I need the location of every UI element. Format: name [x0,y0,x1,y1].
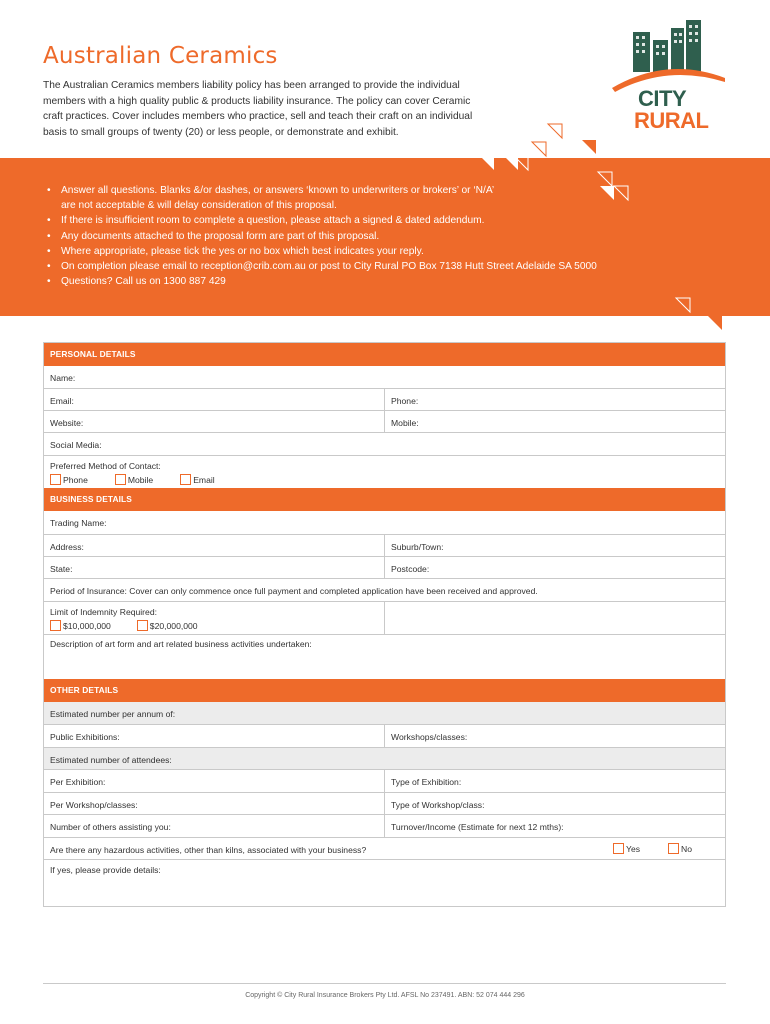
intro-line: members with a high quality public & products liability insurance. The policy can cover Ceramic [43,95,471,107]
instruction-item: • If there is insufficient room to complete a question, please attach a signed & dated addendum. [45,213,725,228]
email-field[interactable]: Email: [44,389,385,410]
logo-text-city: CITY [638,86,687,111]
proposal-form [43,342,726,907]
row-trading-name [44,511,725,534]
intro-line: basis to small groups of twenty (20) or less people, or demonstrate and exhibit. [43,126,399,138]
row-hazardous [44,837,725,859]
instruction-item: • Any documents attached to the proposal form are part of this proposal. [45,229,725,244]
row-indemnity [44,601,725,634]
per-exhibition-field[interactable]: Per Exhibition: [44,770,385,792]
indemnity-10m-label: $10,000,000 [63,620,111,631]
instruction-item: • On completion please email to reception@crib.com.au or post to City Rural PO Box 7138 Hutt Street Adelaide SA 5000 [45,259,725,274]
instruction-item: • Where appropriate, please tick the yes or no box which best indicates your reply. [45,244,725,259]
instruction-item: • Questions? Call us on 1300 887 429 [45,274,725,289]
turnover-field[interactable]: Turnover/Income (Estimate for next 12 mths): [391,822,564,832]
social-media-field[interactable]: Social Media: [50,440,102,450]
row-address [44,534,725,556]
name-field[interactable]: Name: [50,373,76,383]
no-label: No [681,844,693,854]
suburb-field[interactable]: Suburb/Town: [391,542,444,552]
workshops-field[interactable]: Workshops/classes: [391,732,468,742]
instructions-list [45,183,725,289]
indemnity-group [44,602,385,634]
contact-method-options [50,474,719,485]
footer-divider [43,983,726,984]
row-per-annum [44,702,725,724]
per-annum-label: Estimated number per annum of: [50,709,176,719]
row-contact-method [44,455,725,488]
contact-method-label: Preferred Method of Contact: [50,461,161,471]
contact-method-group [44,456,725,488]
logo-text-rural: RURAL [634,108,709,133]
indemnity-blank [385,602,725,634]
row-if-yes [44,859,725,906]
footer-copyright: Copyright © City Rural Insurance Brokers Pty Ltd. AFSL No 237491. ABN: 52 074 444 296 [245,992,525,999]
indemnity-10m-checkbox[interactable] [50,620,61,631]
row-website-mobile [44,410,725,432]
row-social [44,432,725,455]
indemnity-options [50,620,378,631]
type-workshop-field[interactable]: Type of Workshop/class: [391,800,485,810]
intro-paragraph [43,78,563,140]
public-exhibitions-field[interactable]: Public Exhibitions: [44,725,385,747]
per-workshop-field[interactable]: Per Workshop/classes: [44,793,385,814]
phone-option-label: Phone [63,474,88,485]
website-field[interactable]: Website: [44,411,385,432]
row-per-workshop [44,792,725,814]
row-exhibitions [44,724,725,747]
section-heading-other: OTHER DETAILS [44,679,725,702]
row-description [44,634,725,679]
attendees-label: Estimated number of attendees: [50,755,172,765]
email-checkbox[interactable] [180,474,191,485]
hazardous-question: Are there any hazardous activities, other than kilns, associated with your business? [50,845,367,855]
row-email-phone [44,388,725,410]
intro-line: craft practices. Cover includes members who practice, sell and teach their craft on an individual [43,111,473,122]
yes-checkbox[interactable] [613,843,624,854]
address-field[interactable]: Address: [44,535,385,556]
row-name [44,366,725,388]
if-yes-details-field[interactable]: If yes, please provide details: [50,865,161,875]
row-per-exhibition [44,769,725,792]
mobile-checkbox[interactable] [115,474,126,485]
section-heading-personal: PERSONAL DETAILS [44,343,725,366]
yes-label: Yes [626,844,641,854]
others-assisting-field[interactable]: Number of others assisting you: [44,815,385,837]
indemnity-20m-label: $20,000,000 [149,620,198,631]
type-exhibition-field[interactable]: Type of Exhibition: [391,777,462,787]
row-state [44,556,725,578]
indemnity-20m-checkbox[interactable] [137,620,148,631]
description-field[interactable]: Description of art form and art related business activities undertaken: [50,639,312,649]
indemnity-label: Limit of Indemnity Required: [50,607,157,617]
row-attendees [44,747,725,769]
mobile-field[interactable]: Mobile: [391,418,419,428]
instruction-item: • Answer all questions. Blanks &/or dashes, or answers ‘known to underwriters or brokers’ or ‘N/A’ are not acceptable & will delay consideration of this proposal. [45,183,725,213]
row-period [44,578,725,601]
hazardous-options [607,838,725,859]
email-option-label: Email [193,474,215,485]
period-of-insurance-text: Period of Insurance: Cover can only commence once full payment and completed application have been received and approved. [50,586,538,596]
state-field[interactable]: State: [44,557,385,578]
mobile-option-label: Mobile [127,474,154,485]
page-title: Australian Ceramics [43,43,278,69]
phone-checkbox[interactable] [50,474,61,485]
intro-line: The Australian Ceramics members liability policy has been arranged to provide the individual [43,80,460,91]
section-heading-business: BUSINESS DETAILS [44,488,725,511]
row-assisting [44,814,725,837]
no-checkbox[interactable] [668,843,679,854]
postcode-field[interactable]: Postcode: [391,564,430,574]
trading-name-field[interactable]: Trading Name: [50,518,107,528]
phone-field[interactable]: Phone: [391,396,419,406]
